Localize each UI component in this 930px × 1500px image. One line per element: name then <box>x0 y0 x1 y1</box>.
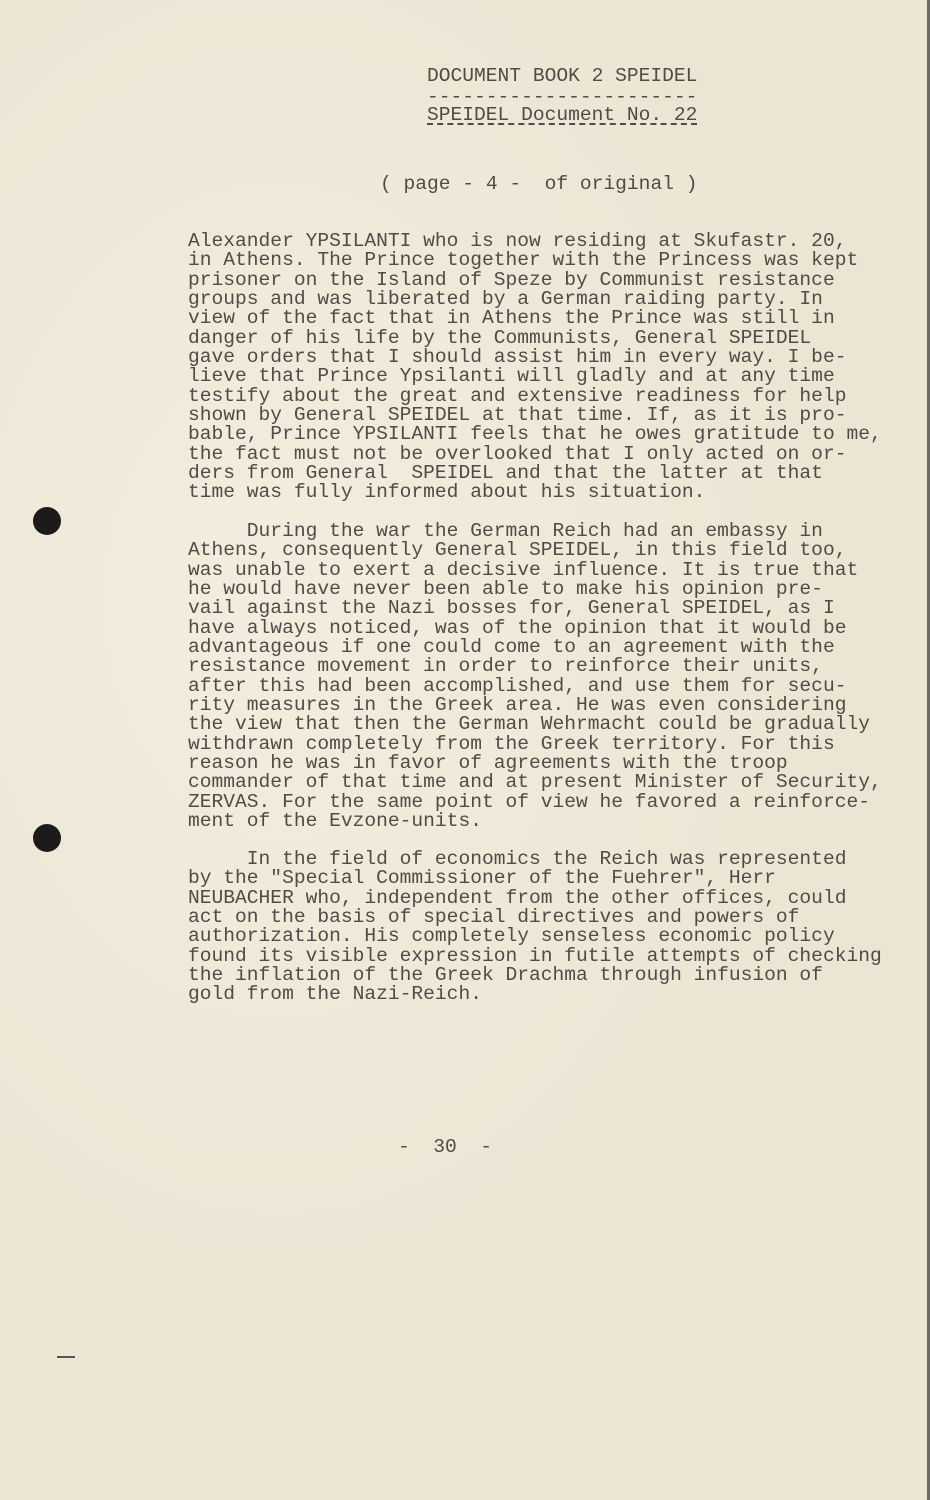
text-line: bable, Prince YPSILANTI feels that he owes gratitude to me, <box>188 423 882 446</box>
text-line: reason he was in favor of agreements with the troop <box>188 752 788 775</box>
binder-hole <box>33 824 61 852</box>
book-title: DOCUMENT BOOK 2 SPEIDEL <box>427 65 698 87</box>
text-line: vail against the Nazi bosses for, General SPEIDEL, as I <box>188 597 835 620</box>
paragraph-2 <box>188 522 882 832</box>
text-line: after this had been accomplished, and use them for secu- <box>188 674 847 697</box>
text-line: withdrawn completely from the Greek territory. For this <box>188 732 835 755</box>
text-line: ment of the Evzone-units. <box>188 810 482 833</box>
page-reference: ( page - 4 - of original ) <box>380 173 698 195</box>
text-line: ders from General SPEIDEL and that the latter at that <box>188 462 823 485</box>
text-line: time was fully informed about his situation. <box>188 481 706 504</box>
text-line: the view that then the German Wehrmacht could be gradually <box>188 713 870 736</box>
margin-mark <box>57 1356 75 1358</box>
text-line: testify about the great and extensive readiness for help <box>188 384 847 407</box>
text-line: Athens, consequently General SPEIDEL, in this field too, <box>188 539 847 562</box>
text-line: the fact must not be overlooked that I only acted on or- <box>188 442 847 465</box>
text-line: advantageous if one could come to an agreement with the <box>188 636 835 659</box>
text-line: Alexander YPSILANTI who is now residing at Skufastr. 20, <box>188 230 847 252</box>
text-line: prisoner on the Island of Speze by Communist resistance <box>188 268 835 291</box>
text-line: in Athens. The Prince together with the Princess was kept <box>188 249 859 272</box>
text-line: lieve that Prince Ypsilanti will gladly and at any time <box>188 365 835 388</box>
page-number: - 30 - <box>398 1136 493 1158</box>
text-line: gold from the Nazi-Reich. <box>188 983 482 1006</box>
binder-hole <box>33 507 61 535</box>
text-line: authorization. His completely senseless economic policy <box>188 925 835 948</box>
text-line: groups and was liberated by a German raiding party. In <box>188 288 823 311</box>
text-line: he would have never been able to make his opinion pre- <box>188 578 823 601</box>
text-line: In the field of economics the Reich was represented <box>188 848 847 870</box>
text-line: act on the basis of special directives and powers of <box>188 906 800 929</box>
paragraph-1 <box>188 232 882 503</box>
text-line: During the war the German Reich had an embassy in <box>188 520 823 542</box>
text-line: resistance movement in order to reinforce their units, <box>188 655 823 678</box>
paragraph-3 <box>188 850 882 1005</box>
text-line: gave orders that I should assist him in every way. I be- <box>188 346 847 369</box>
text-line: shown by General SPEIDEL at that time. If, as it is pro- <box>188 404 847 427</box>
text-line: was unable to exert a decisive influence. It is true that <box>188 558 859 581</box>
text-line: NEUBACHER who, independent from the other offices, could <box>188 886 847 909</box>
text-line: commander of that time and at present Minister of Security, <box>188 771 882 794</box>
text-line: by the "Special Commissioner of the Fuehrer", Herr <box>188 867 776 890</box>
text-line: have always noticed, was of the opinion that it would be <box>188 616 847 639</box>
text-line: danger of his life by the Communists, General SPEIDEL <box>188 326 812 349</box>
separator-dashes: ----------------------- <box>427 86 698 108</box>
text-line: rity measures in the Greek area. He was even considering <box>188 694 847 717</box>
text-line: ZERVAS. For the same point of view he favored a reinforce- <box>188 790 870 813</box>
document-number: SPEIDEL Document No. 22 <box>427 104 698 126</box>
text-line: view of the fact that in Athens the Prince was still in <box>188 307 835 330</box>
text-line: the inflation of the Greek Drachma through infusion of <box>188 964 823 987</box>
text-line: found its visible expression in futile attempts of checking <box>188 944 882 967</box>
